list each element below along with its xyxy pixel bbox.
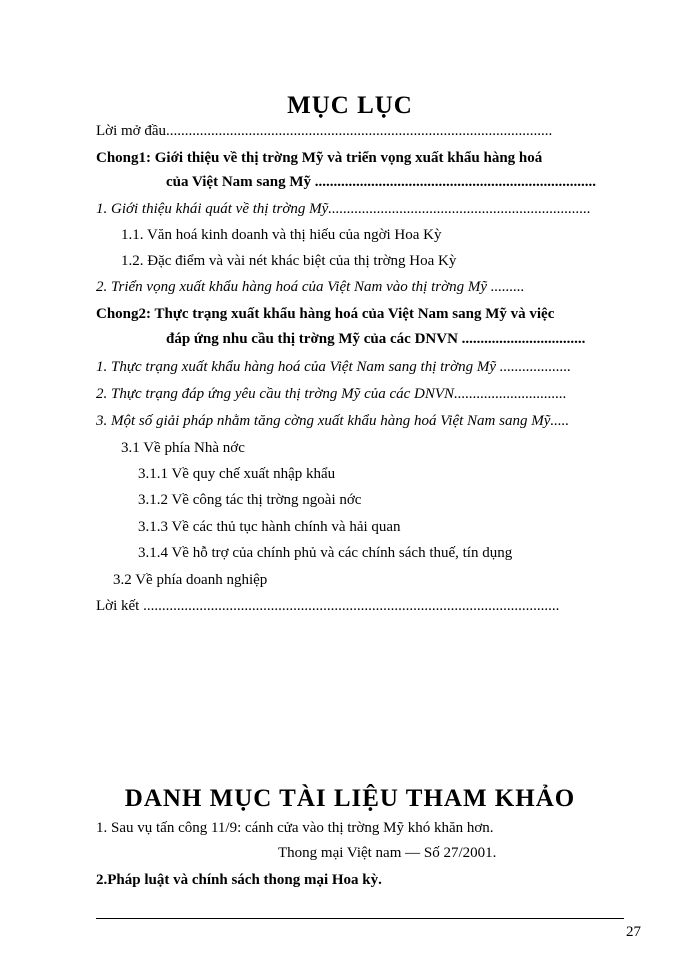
toc-entry-1-2: 2. Triển vọng xuất khẩu hàng hoá của Việt Nam vào thị trờng Mỹ ......... — [96, 279, 525, 295]
toc-entry-conclusion: Lời kết ............................................................................................................... — [96, 598, 560, 614]
toc-entry-chapter1-cont: của Việt Nam sang Mỹ ........................................................................... — [166, 174, 596, 190]
toc-entry-chapter1: Chong1: Giới thiệu về thị trờng Mỹ và triển vọng xuất khẩu hàng hoá — [96, 150, 543, 166]
toc-entry-3-1-2: 3.1.2 Về công tác thị trờng ngoài nớc — [138, 492, 362, 508]
toc-entry-chapter2-cont: đáp ứng nhu cầu thị trờng Mỹ của các DNVN ................................. — [166, 331, 586, 347]
toc-entry-1-1-2: 1.2. Đặc điểm và vài nét khác biệt của thị trờng Hoa Kỳ — [121, 253, 457, 269]
toc-entry-1-1-1: 1.1. Văn hoá kinh doanh và thị hiếu của ngời Hoa Kỳ — [121, 227, 442, 243]
toc-entry-2-2: 2. Thực trạng đáp ứng yêu cầu thị trờng Mỹ của các DNVN.............................. — [96, 386, 567, 402]
toc-entry-3-1: 3.1 Về phía Nhà nớc — [121, 440, 245, 456]
reference-item-2: 2.Pháp luật và chính sách thong mại Hoa kỳ. — [96, 872, 382, 888]
toc-entry-1-1: 1. Giới thiệu khái quát về thị trờng Mỹ...................................................................... — [96, 201, 591, 217]
toc-entry-3-1-4: 3.1.4 Về hỗ trợ của chính phủ và các chính sách thuế, tín dụng — [138, 545, 513, 561]
toc-title: MỤC LỤC — [287, 92, 413, 119]
toc-entry-3-2: 3.2 Về phía doanh nghiệp — [113, 572, 268, 588]
reference-item-1-source: Thong mại Việt nam — Số 27/2001. — [278, 845, 497, 861]
toc-entry-chapter2: Chong2: Thực trạng xuất khẩu hàng hoá của Việt Nam sang Mỹ và việc — [96, 306, 555, 322]
toc-entry-3-1-1: 3.1.1 Về quy chế xuất nhập khẩu — [138, 466, 336, 482]
toc-entry-2-1: 1. Thực trạng xuất khẩu hàng hoá của Việt Nam sang thị trờng Mỹ ................... — [96, 359, 572, 375]
footer-rule — [96, 918, 624, 919]
references-title: DANH MỤC TÀI LIỆU THAM KHẢO — [124, 785, 576, 812]
page-number: 27 — [626, 924, 641, 940]
toc-entry-intro: Lời mở đầu....................................................................................................... — [96, 123, 553, 139]
toc-entry-3-1-3: 3.1.3 Về các thủ tục hành chính và hải quan — [138, 519, 401, 535]
reference-item-1: 1. Sau vụ tấn công 11/9: cánh cửa vào thị trờng Mỹ khó khăn hơn. — [96, 820, 494, 836]
toc-entry-2-3: 3. Một số giải pháp nhằm tăng cờng xuất khẩu hàng hoá Việt Nam sang Mỹ..... — [96, 413, 570, 429]
